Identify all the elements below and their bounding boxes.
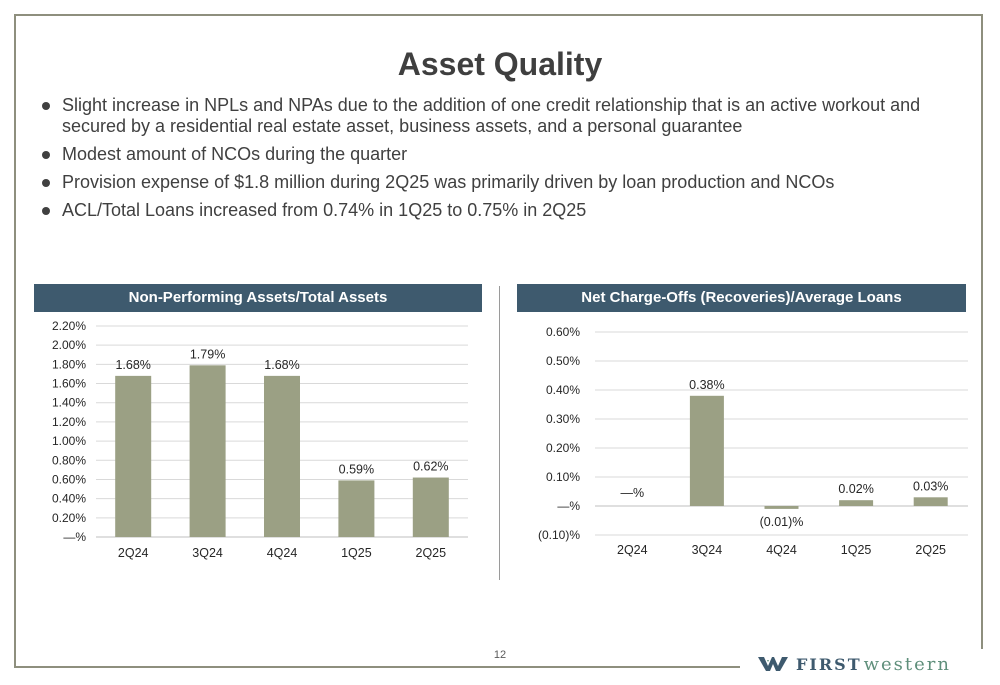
chevron-w-icon <box>758 657 788 671</box>
y-tick-label: 1.60% <box>51 376 86 391</box>
npa-chart-title: Non-Performing Assets/Total Assets <box>34 284 482 312</box>
x-tick-label: 1Q25 <box>341 546 372 560</box>
x-tick-label: 4Q24 <box>266 546 298 560</box>
y-tick-label: 0.20% <box>545 441 580 455</box>
y-tick-label: (0.10)% <box>537 528 580 542</box>
bullet-text: ACL/Total Loans increased from 0.74% in 1Q25 to 0.75% in 2Q25 <box>62 200 587 220</box>
logo-text-western: western <box>863 653 951 675</box>
data-label: 0.02% <box>838 482 874 497</box>
y-tick-label: —% <box>557 499 580 513</box>
bullet-text: Provision expense of $1.8 million during 2Q25 was primarily driven by loan production and NCOs <box>62 172 835 192</box>
y-tick-label: 2.20% <box>51 319 86 333</box>
y-tick-label: 0.40% <box>545 383 580 397</box>
bar <box>839 500 873 506</box>
y-tick-label: 0.60% <box>545 325 580 339</box>
data-label: (0.01)% <box>759 514 804 529</box>
data-label: —% <box>620 486 645 500</box>
y-tick-label: 0.40% <box>51 491 86 506</box>
x-tick-label: 3Q24 <box>192 546 223 560</box>
y-tick-label: 1.00% <box>51 434 86 449</box>
brand-logo <box>758 652 951 676</box>
x-tick-label: 2Q25 <box>415 546 447 560</box>
y-tick-label: 1.80% <box>51 357 86 372</box>
data-label: 0.03% <box>912 479 949 494</box>
y-tick-label: 2.00% <box>51 338 86 353</box>
y-tick-label: 0.10% <box>545 470 580 484</box>
data-label: 0.38% <box>689 377 725 392</box>
y-tick-label: 1.40% <box>51 395 86 410</box>
nco-chart-title: Net Charge-Offs (Recoveries)/Average Loans <box>517 284 966 312</box>
page-number: 12 <box>493 649 507 661</box>
x-tick-label: 2Q24 <box>117 546 149 560</box>
data-label: 0.62% <box>413 459 449 474</box>
bullet-text: Slight increase in NPLs and NPAs due to the addition of one credit relationship that is an active workout and secured by a residential real estate asset, business assets, and a personal guarantee <box>62 95 921 136</box>
y-tick-label: 0.20% <box>51 510 86 525</box>
bar <box>690 396 724 506</box>
y-tick-label: 0.60% <box>51 472 86 487</box>
page-title: Asset Quality <box>397 46 603 82</box>
logo-text-first: FIRST <box>796 654 862 674</box>
x-tick-label: 1Q25 <box>840 543 872 557</box>
bar <box>765 506 799 509</box>
x-tick-label: 2Q24 <box>617 543 648 557</box>
data-label: 1.68% <box>115 357 151 372</box>
bullet-text: Modest amount of NCOs during the quarter <box>62 144 408 164</box>
y-tick-label: 0.30% <box>545 412 580 426</box>
y-tick-label: 0.80% <box>51 453 86 468</box>
y-tick-label: 0.50% <box>545 354 580 368</box>
y-tick-label: —% <box>63 530 86 544</box>
x-tick-label: 3Q24 <box>691 543 723 557</box>
x-tick-label: 4Q24 <box>766 543 797 557</box>
y-tick-label: 1.20% <box>51 414 86 429</box>
bar <box>914 497 948 506</box>
x-tick-label: 2Q25 <box>915 543 946 557</box>
data-label: 1.79% <box>189 347 226 362</box>
data-label: 0.59% <box>338 462 375 477</box>
data-label: 1.68% <box>264 357 300 372</box>
